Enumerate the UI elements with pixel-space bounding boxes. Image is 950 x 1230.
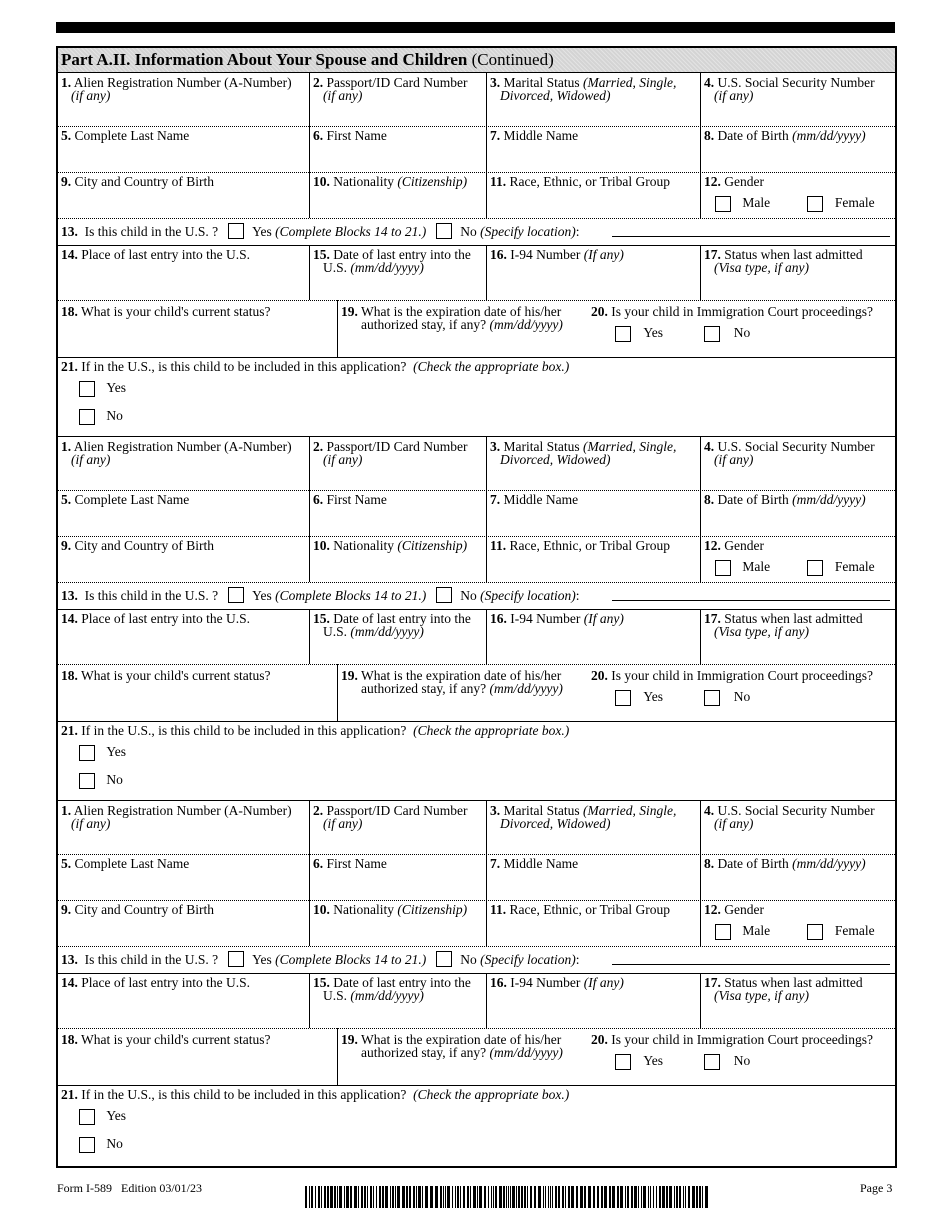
barcode-bar bbox=[662, 1186, 665, 1208]
include-no-checkbox[interactable] bbox=[79, 409, 95, 425]
barcode-bar bbox=[430, 1186, 433, 1208]
gender-female-checkbox[interactable] bbox=[807, 196, 823, 212]
barcode-bar bbox=[638, 1186, 639, 1208]
barcode-bar bbox=[530, 1186, 532, 1208]
barcode-bar bbox=[473, 1186, 476, 1208]
row-origin bbox=[58, 900, 895, 947]
barcode-bar bbox=[518, 1186, 520, 1208]
barcode-bar bbox=[413, 1186, 415, 1208]
barcode-bar bbox=[491, 1186, 492, 1208]
barcode-bar bbox=[370, 1186, 372, 1208]
barcode-bar bbox=[409, 1186, 411, 1208]
gender-female-checkbox[interactable] bbox=[807, 560, 823, 576]
barcode-bar bbox=[679, 1186, 681, 1208]
gender-male-checkbox[interactable] bbox=[715, 560, 731, 576]
date-of-birth-field[interactable]: 8. Date of Birth (mm/dd/yyyy) bbox=[700, 490, 895, 536]
barcode-bar bbox=[653, 1186, 654, 1208]
barcode-bar bbox=[330, 1186, 333, 1208]
row-include bbox=[58, 1085, 895, 1164]
include-yes-checkbox[interactable] bbox=[79, 745, 95, 761]
barcode-bar bbox=[344, 1186, 345, 1208]
barcode-bar bbox=[350, 1186, 352, 1208]
section-header: Part A.II. Information About Your Spouse and Children (Continued) bbox=[58, 48, 895, 73]
birthplace-field[interactable]: 9. City and Country of Birth bbox=[61, 174, 214, 189]
in-us-yes-checkbox[interactable] bbox=[228, 951, 244, 967]
barcode-bar bbox=[361, 1186, 363, 1208]
barcode-bar bbox=[558, 1186, 560, 1208]
barcode-bar bbox=[382, 1186, 384, 1208]
barcode-bar bbox=[692, 1186, 695, 1208]
court-yes-checkbox[interactable] bbox=[615, 326, 631, 342]
nationality-field[interactable]: 10. Nationality (Citizenship) bbox=[309, 536, 486, 582]
barcode-bar bbox=[580, 1186, 583, 1208]
barcode-bar bbox=[534, 1186, 536, 1208]
barcode-bar bbox=[354, 1186, 357, 1208]
barcode-bar bbox=[425, 1186, 428, 1208]
date-of-birth-field[interactable]: 8. Date of Birth (mm/dd/yyyy) bbox=[700, 126, 895, 172]
in-us-question: 13. Is this child in the U.S. ? Yes (Complete Blocks 14 to 21.) No (Specify location): bbox=[61, 588, 580, 603]
expiration-date-field[interactable]: 19. What is the expiration date of his/her authorized stay, if any? (mm/dd/yyyy) bbox=[337, 664, 588, 721]
barcode-bar bbox=[656, 1186, 657, 1208]
marital-status-field[interactable]: 3. Marital Status (Married, Single, Divorced, Widowed) bbox=[486, 437, 700, 490]
barcode-bar bbox=[588, 1186, 591, 1208]
barcode-bar bbox=[321, 1186, 322, 1208]
barcode-bar bbox=[568, 1186, 570, 1208]
barcode-bar bbox=[406, 1186, 408, 1208]
form-part-a2 bbox=[56, 46, 897, 1168]
barcode-bar bbox=[358, 1186, 359, 1208]
barcode-bar bbox=[666, 1186, 668, 1208]
barcode-bar bbox=[445, 1186, 446, 1208]
barcode-bar bbox=[527, 1186, 528, 1208]
barcode-bar bbox=[696, 1186, 698, 1208]
row-entry bbox=[58, 973, 895, 1029]
barcode-bar bbox=[562, 1186, 564, 1208]
row-status bbox=[58, 300, 895, 358]
row-in-us bbox=[58, 582, 895, 610]
barcode-bar bbox=[593, 1186, 595, 1208]
barcode-bar bbox=[367, 1186, 368, 1208]
child-block bbox=[58, 801, 895, 1164]
barcode-bar bbox=[493, 1186, 494, 1208]
in-us-yes-checkbox[interactable] bbox=[228, 223, 244, 239]
barcode-bar bbox=[376, 1186, 377, 1208]
first-name-field[interactable]: 6. First Name bbox=[309, 126, 486, 172]
row-entry bbox=[58, 609, 895, 665]
barcode-bar bbox=[648, 1186, 649, 1208]
barcode-bar bbox=[699, 1186, 701, 1208]
barcode-bar bbox=[669, 1186, 672, 1208]
barcode-bar bbox=[488, 1186, 489, 1208]
barcode-bar bbox=[499, 1186, 502, 1208]
barcode-bar bbox=[571, 1186, 574, 1208]
barcode-bar bbox=[538, 1186, 541, 1208]
barcode-bar bbox=[643, 1186, 646, 1208]
gender-field: 12. Gender Male Female bbox=[700, 172, 895, 218]
court-yes-checkbox[interactable] bbox=[615, 690, 631, 706]
barcode-bar bbox=[422, 1186, 423, 1208]
last-name-field[interactable]: 5. Complete Last Name bbox=[61, 492, 190, 507]
barcode-bar bbox=[508, 1186, 509, 1208]
barcode-bar bbox=[397, 1186, 400, 1208]
barcode-bar bbox=[346, 1186, 349, 1208]
barcode-bar bbox=[385, 1186, 388, 1208]
barcode-bar bbox=[548, 1186, 549, 1208]
date-of-birth-field[interactable]: 8. Date of Birth (mm/dd/yyyy) bbox=[700, 854, 895, 900]
date-of-entry-field[interactable]: 15. Date of last entry into the U.S. (mm/dd/yyyy) bbox=[309, 245, 486, 300]
middle-name-field[interactable]: 7. Middle Name bbox=[486, 490, 700, 536]
barcode-bar bbox=[463, 1186, 465, 1208]
first-name-field[interactable]: 6. First Name bbox=[309, 854, 486, 900]
passport-number-field[interactable]: 2. Passport/ID Card Number (if any) bbox=[309, 437, 486, 490]
barcode-bar bbox=[455, 1186, 456, 1208]
barcode-bar bbox=[379, 1186, 381, 1208]
passport-number-field[interactable]: 2. Passport/ID Card Number (if any) bbox=[309, 801, 486, 854]
gender-male-checkbox[interactable] bbox=[715, 196, 731, 212]
barcode-bar bbox=[674, 1186, 675, 1208]
barcode-bar bbox=[477, 1186, 478, 1208]
in-us-yes-checkbox[interactable] bbox=[228, 587, 244, 603]
child-block bbox=[58, 437, 895, 801]
barcode-bar bbox=[460, 1186, 461, 1208]
barcode-bar bbox=[705, 1186, 708, 1208]
top-rule bbox=[56, 22, 895, 33]
include-in-application: 21. If in the U.S., is this child to be included in this application? (Check the appropriate box.) Yes No bbox=[61, 723, 570, 788]
row-include bbox=[58, 357, 895, 436]
barcode-bar bbox=[337, 1186, 338, 1208]
middle-name-field[interactable]: 7. Middle Name bbox=[486, 126, 700, 172]
barcode-bar bbox=[339, 1186, 342, 1208]
a-number-field[interactable]: 1. Alien Registration Number (A-Number) (if any) bbox=[61, 803, 292, 831]
row-entry bbox=[58, 245, 895, 301]
row-names bbox=[58, 854, 895, 901]
barcode-bar bbox=[617, 1186, 619, 1208]
race-ethnic-field[interactable]: 11. Race, Ethnic, or Tribal Group bbox=[486, 172, 700, 218]
barcode-bar bbox=[685, 1186, 686, 1208]
race-ethnic-field[interactable]: 11. Race, Ethnic, or Tribal Group bbox=[486, 536, 700, 582]
row-names bbox=[58, 490, 895, 537]
barcode-bar bbox=[576, 1186, 578, 1208]
barcode bbox=[305, 1186, 713, 1208]
barcode-bar bbox=[390, 1186, 391, 1208]
gender-male-checkbox[interactable] bbox=[715, 924, 731, 940]
row-include bbox=[58, 721, 895, 800]
gender-female-checkbox[interactable] bbox=[807, 924, 823, 940]
barcode-bar bbox=[402, 1186, 405, 1208]
row-origin bbox=[58, 172, 895, 219]
expiration-date-field[interactable]: 19. What is the expiration date of his/her authorized stay, if any? (mm/dd/yyyy) bbox=[337, 300, 588, 357]
barcode-bar bbox=[609, 1186, 611, 1208]
barcode-bar bbox=[545, 1186, 546, 1208]
barcode-bar bbox=[452, 1186, 453, 1208]
location-input-line[interactable] bbox=[612, 600, 890, 601]
row-status bbox=[58, 664, 895, 722]
location-input-line[interactable] bbox=[612, 964, 890, 965]
child-block bbox=[58, 73, 895, 437]
barcode-bar bbox=[627, 1186, 629, 1208]
barcode-bar bbox=[634, 1186, 637, 1208]
barcode-bar bbox=[309, 1186, 310, 1208]
include-in-application: 21. If in the U.S., is this child to be included in this application? (Check the appropriate box.) Yes No bbox=[61, 1087, 570, 1152]
court-proceedings-field: 20. Is your child in Immigration Court proceedings? Yes No bbox=[591, 1032, 873, 1069]
in-us-no-checkbox[interactable] bbox=[436, 951, 452, 967]
barcode-bar bbox=[373, 1186, 374, 1208]
barcode-bar bbox=[305, 1186, 307, 1208]
status-admitted-field[interactable]: 17. Status when last admitted (Visa type, if any) bbox=[700, 609, 895, 664]
nationality-field[interactable]: 10. Nationality (Citizenship) bbox=[309, 900, 486, 946]
barcode-bar bbox=[324, 1186, 326, 1208]
ssn-field[interactable]: 4. U.S. Social Security Number (if any) bbox=[700, 801, 895, 854]
status-admitted-field[interactable]: 17. Status when last admitted (Visa type, if any) bbox=[700, 245, 895, 300]
i94-number-field[interactable]: 16. I-94 Number (If any) bbox=[486, 245, 700, 300]
date-of-entry-field[interactable]: 15. Date of last entry into the U.S. (mm/dd/yyyy) bbox=[309, 609, 486, 664]
barcode-bar bbox=[641, 1186, 642, 1208]
court-no-checkbox[interactable] bbox=[704, 1054, 720, 1070]
barcode-bar bbox=[565, 1186, 566, 1208]
barcode-bar bbox=[702, 1186, 703, 1208]
marital-status-field[interactable]: 3. Marital Status (Married, Single, Divorced, Widowed) bbox=[486, 801, 700, 854]
gender-field: 12. Gender Male Female bbox=[700, 900, 895, 946]
court-no-checkbox[interactable] bbox=[704, 690, 720, 706]
status-admitted-field[interactable]: 17. Status when last admitted (Visa type, if any) bbox=[700, 973, 895, 1028]
barcode-bar bbox=[457, 1186, 459, 1208]
court-proceedings-field: 20. Is your child in Immigration Court proceedings? Yes No bbox=[591, 304, 873, 341]
barcode-bar bbox=[506, 1186, 507, 1208]
barcode-bar bbox=[315, 1186, 316, 1208]
row-names bbox=[58, 126, 895, 173]
place-of-entry-field[interactable]: 14. Place of last entry into the U.S. bbox=[61, 975, 250, 990]
i94-number-field[interactable]: 16. I-94 Number (If any) bbox=[486, 973, 700, 1028]
in-us-no-checkbox[interactable] bbox=[436, 223, 452, 239]
barcode-bar bbox=[495, 1186, 497, 1208]
gender-field: 12. Gender Male Female bbox=[700, 536, 895, 582]
last-name-field[interactable]: 5. Complete Last Name bbox=[61, 856, 190, 871]
barcode-bar bbox=[625, 1186, 626, 1208]
court-no-checkbox[interactable] bbox=[704, 326, 720, 342]
barcode-bar bbox=[516, 1186, 517, 1208]
passport-number-field[interactable]: 2. Passport/ID Card Number (if any) bbox=[309, 73, 486, 126]
row-in-us bbox=[58, 946, 895, 974]
include-in-application: 21. If in the U.S., is this child to be included in this application? (Check the appropriate box.) Yes No bbox=[61, 359, 570, 424]
barcode-bar bbox=[364, 1186, 366, 1208]
row-identifiers bbox=[58, 437, 895, 491]
barcode-bar bbox=[601, 1186, 603, 1208]
barcode-bar bbox=[521, 1186, 523, 1208]
barcode-bar bbox=[395, 1186, 396, 1208]
barcode-bar bbox=[503, 1186, 505, 1208]
expiration-date-field[interactable]: 19. What is the expiration date of his/her authorized stay, if any? (mm/dd/yyyy) bbox=[337, 1028, 588, 1085]
nationality-field[interactable]: 10. Nationality (Citizenship) bbox=[309, 172, 486, 218]
barcode-bar bbox=[392, 1186, 394, 1208]
a-number-field[interactable]: 1. Alien Registration Number (A-Number) (if any) bbox=[61, 439, 292, 467]
form-id: Form I-589 Edition 03/01/23 bbox=[57, 1181, 202, 1195]
location-input-line[interactable] bbox=[612, 236, 890, 237]
barcode-bar bbox=[510, 1186, 511, 1208]
barcode-bar bbox=[543, 1186, 544, 1208]
barcode-bar bbox=[467, 1186, 469, 1208]
place-of-entry-field[interactable]: 14. Place of last entry into the U.S. bbox=[61, 247, 250, 262]
birthplace-field[interactable]: 9. City and Country of Birth bbox=[61, 538, 214, 553]
barcode-bar bbox=[659, 1186, 661, 1208]
in-us-question: 13. Is this child in the U.S. ? Yes (Complete Blocks 14 to 21.) No (Specify location): bbox=[61, 224, 580, 239]
barcode-bar bbox=[443, 1186, 444, 1208]
page-number: Page 3 bbox=[860, 1181, 893, 1195]
current-status-field[interactable]: 18. What is your child's current status? bbox=[61, 668, 271, 683]
a-number-field[interactable]: 1. Alien Registration Number (A-Number) (if any) bbox=[61, 75, 292, 103]
barcode-bar bbox=[524, 1186, 526, 1208]
include-no-checkbox[interactable] bbox=[79, 773, 95, 789]
barcode-bar bbox=[435, 1186, 438, 1208]
barcode-bar bbox=[416, 1186, 417, 1208]
barcode-bar bbox=[484, 1186, 486, 1208]
barcode-bar bbox=[552, 1186, 553, 1208]
middle-name-field[interactable]: 7. Middle Name bbox=[486, 854, 700, 900]
include-no-checkbox[interactable] bbox=[79, 1137, 95, 1153]
include-yes-checkbox[interactable] bbox=[79, 1109, 95, 1125]
barcode-bar bbox=[447, 1186, 450, 1208]
ssn-field[interactable]: 4. U.S. Social Security Number (if any) bbox=[700, 437, 895, 490]
barcode-bar bbox=[604, 1186, 607, 1208]
barcode-bar bbox=[311, 1186, 313, 1208]
barcode-bar bbox=[512, 1186, 515, 1208]
barcode-bar bbox=[620, 1186, 623, 1208]
barcode-bar bbox=[688, 1186, 690, 1208]
marital-status-field[interactable]: 3. Marital Status (Married, Single, Divorced, Widowed) bbox=[486, 73, 700, 126]
barcode-bar bbox=[440, 1186, 442, 1208]
barcode-bar bbox=[334, 1186, 336, 1208]
in-us-no-checkbox[interactable] bbox=[436, 587, 452, 603]
row-identifiers bbox=[58, 73, 895, 127]
court-yes-checkbox[interactable] bbox=[615, 1054, 631, 1070]
i94-number-field[interactable]: 16. I-94 Number (If any) bbox=[486, 609, 700, 664]
barcode-bar bbox=[597, 1186, 599, 1208]
barcode-bar bbox=[470, 1186, 471, 1208]
barcode-bar bbox=[612, 1186, 615, 1208]
first-name-field[interactable]: 6. First Name bbox=[309, 490, 486, 536]
current-status-field[interactable]: 18. What is your child's current status? bbox=[61, 304, 271, 319]
in-us-question: 13. Is this child in the U.S. ? Yes (Complete Blocks 14 to 21.) No (Specify location): bbox=[61, 952, 580, 967]
last-name-field[interactable]: 5. Complete Last Name bbox=[61, 128, 190, 143]
barcode-bar bbox=[550, 1186, 551, 1208]
row-identifiers bbox=[58, 801, 895, 855]
court-proceedings-field: 20. Is your child in Immigration Court proceedings? Yes No bbox=[591, 668, 873, 705]
barcode-bar bbox=[650, 1186, 651, 1208]
include-yes-checkbox[interactable] bbox=[79, 381, 95, 397]
race-ethnic-field[interactable]: 11. Race, Ethnic, or Tribal Group bbox=[486, 900, 700, 946]
birthplace-field[interactable]: 9. City and Country of Birth bbox=[61, 902, 214, 917]
barcode-bar bbox=[479, 1186, 482, 1208]
place-of-entry-field[interactable]: 14. Place of last entry into the U.S. bbox=[61, 611, 250, 626]
row-in-us bbox=[58, 218, 895, 246]
barcode-bar bbox=[631, 1186, 633, 1208]
ssn-field[interactable]: 4. U.S. Social Security Number (if any) bbox=[700, 73, 895, 126]
barcode-bar bbox=[584, 1186, 586, 1208]
row-status bbox=[58, 1028, 895, 1086]
barcode-bar bbox=[676, 1186, 678, 1208]
current-status-field[interactable]: 18. What is your child's current status? bbox=[61, 1032, 271, 1047]
barcode-bar bbox=[683, 1186, 684, 1208]
date-of-entry-field[interactable]: 15. Date of last entry into the U.S. (mm/dd/yyyy) bbox=[309, 973, 486, 1028]
barcode-bar bbox=[318, 1186, 320, 1208]
barcode-bar bbox=[555, 1186, 557, 1208]
row-origin bbox=[58, 536, 895, 583]
barcode-bar bbox=[327, 1186, 329, 1208]
barcode-bar bbox=[418, 1186, 421, 1208]
